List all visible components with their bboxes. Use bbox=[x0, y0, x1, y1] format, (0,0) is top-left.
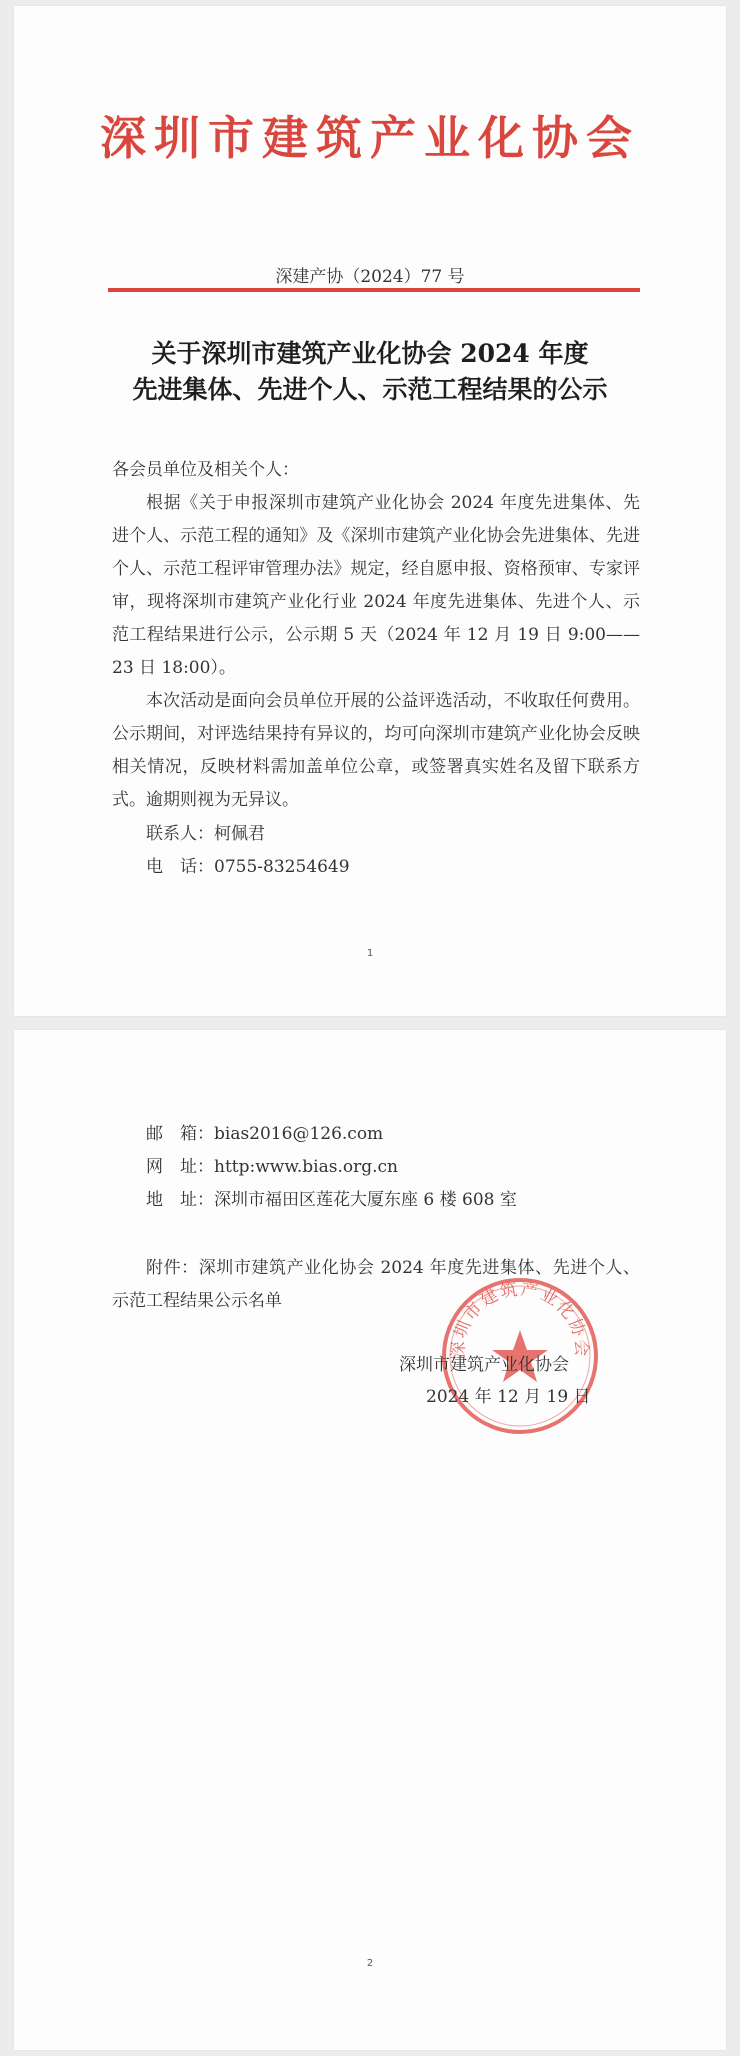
document-page-2 bbox=[14, 1030, 726, 2050]
contact-website: 网 址：http:www.bias.org.cn bbox=[146, 1157, 398, 1177]
signature-date: 2024 年 12 月 19 日 bbox=[426, 1387, 591, 1407]
document-number: 深建产协（2024）77 号 bbox=[275, 267, 465, 287]
seal-text: 深圳市建筑产业化协会 bbox=[448, 1279, 592, 1359]
attachment-note: 附件：深圳市建筑产业化协会 2024 年度先进集体、先进个人、示范工程结果公示名单 bbox=[112, 1258, 640, 1311]
organization-header: 深圳市建筑产业化协会 bbox=[100, 111, 640, 165]
body-paragraph-1: 根据《关于申报深圳市建筑产业化协会 2024 年度先进集体、先进个人、示范工程的通知》及《深圳市建筑产业化协会先进集体、先进个人、示范工程评审管理办法》规定，经自愿申报、资格预审、专家评审，现将深圳市建筑产业化行业 2024 年度先进集体、先进个人、示范工程结果进行公示，公示期 5 天（2024 年 12 月 19 日 9:00——23 日 18:00）。 bbox=[112, 493, 640, 678]
page-number: 1 bbox=[366, 948, 374, 959]
contact-address: 地 址：深圳市福田区莲花大厦东座 6 楼 608 室 bbox=[146, 1190, 517, 1210]
salutation: 各会员单位及相关个人： bbox=[112, 460, 299, 480]
body-paragraph-2: 本次活动是面向会员单位开展的公益评选活动，不收取任何费用。公示期间，对评选结果持有异议的，均可向深圳市建筑产业化协会反映相关情况，反映材料需加盖单位公章，或签署真实姓名及留下联系方式。逾期则视为无异议。 bbox=[112, 691, 640, 810]
title-line-1: 关于深圳市建筑产业化协会 2024 年度 bbox=[151, 339, 589, 368]
document-title bbox=[14, 336, 726, 408]
contact-email: 邮 箱：bias2016@126.com bbox=[146, 1124, 384, 1144]
page-number: 2 bbox=[366, 1958, 374, 1969]
contact-person: 联系人：柯佩君 bbox=[146, 824, 265, 844]
header-red-rule bbox=[108, 288, 640, 292]
contact-phone: 电 话：0755-83254649 bbox=[146, 857, 350, 877]
title-line-2: 先进集体、先进个人、示范工程结果的公示 bbox=[132, 375, 608, 404]
document-page-1 bbox=[14, 6, 726, 1016]
signature-organization: 深圳市建筑产业化协会 bbox=[399, 1355, 569, 1375]
